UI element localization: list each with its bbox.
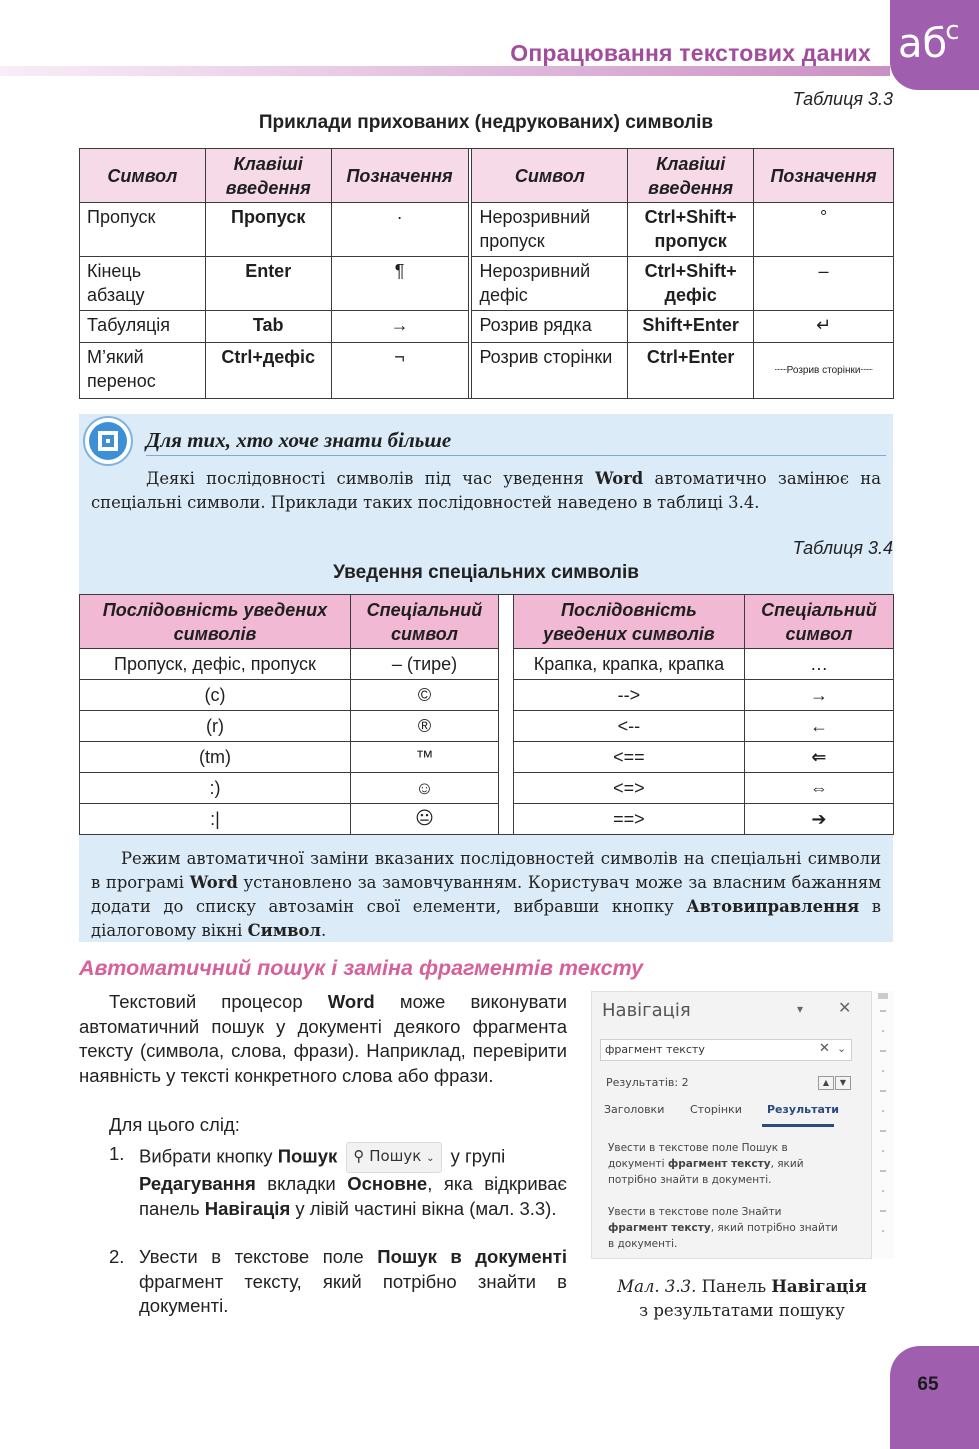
step-1-line-2: Редагування вкладки Основне, яка відкриває панель Навігація у лівій частині вікна (мал. 3.3). [139,1173,568,1219]
th-symbol: Символ [80,149,206,203]
info-paragraph-2: Режим автоматичної заміни вказаних послідовностей символів на спеціальні символи в програмі Word установлено за замовчуванням. Користувач може за власним бажанням додати до списку автозамін свої елементи, вибравши кнопку Автовиправлення в діалоговому вікні Символ. [91,849,881,940]
previous-result-icon[interactable]: ▲ [818,1076,834,1090]
th-symbol: Символ [472,149,628,203]
section-heading: Автоматичний пошук і заміна фрагментів тексту [79,956,644,980]
chapter-logo: $аб^с$ [898,16,960,67]
next-result-icon[interactable]: ▼ [835,1076,851,1090]
page-number-tab [890,1346,979,1449]
chevron-down-icon: ⌄ [426,1153,435,1164]
tab-headings[interactable]: Заголовки [604,1103,665,1116]
nav-title: Навігація [602,1000,691,1021]
search-icon: ⚲ [353,1147,365,1165]
table-3-4-caption: Таблиця 3.4 [792,538,893,558]
vertical-ruler [871,991,894,1259]
table-row: (c) © --> → [80,680,894,711]
header-rule [0,66,890,76]
search-dropdown-icon[interactable]: ⌄ [837,1042,847,1055]
table-row: Пропуск, дефіс, пропуск – (тире) Крапка, крапка, крапка … [80,649,894,680]
tab-results[interactable]: Результати [767,1103,839,1116]
nav-results-count: Результатів: 2 [606,1076,689,1089]
table-row: Кінець абзацу Enter ¶ Нерозривний дефіс Ctrl+Shift+ дефіс – [80,257,894,311]
table-row: М’який перенос Ctrl+дефіс ¬ Розрив сторінки Ctrl+Enter ┈┈Розрив сторінки┈┈ [80,343,894,399]
active-tab-indicator [762,1124,834,1127]
info-box-rule [146,455,886,456]
table-3-3-title: Приклади прихованих (недрукованих) символів [258,112,714,133]
nav-options-icon[interactable]: ▾ [797,1002,804,1016]
info-box-title: Для тих, хто хоче знати більше [146,428,452,452]
th-keys: Клавіші введення [205,149,331,203]
table-row: (r) ® <-- ← [80,711,894,742]
section-paragraph-2: Для цього слід: [109,1114,240,1135]
table-row: Пропуск Пропуск · Нерозривний пропуск Ctrl+Shift+ пропуск ° [80,203,894,257]
table-row: Табуляція Tab → Розрив рядка Shift+Enter ↵ [80,311,894,343]
step-1-line-1: Вибрати кнопку Пошук ⚲ Пошук ⌄ у групі [139,1142,567,1173]
figure-caption: Мал. 3.3. Панель Навігація з результатами пошуку [617,1277,867,1320]
tab-pages[interactable]: Сторінки [690,1103,742,1116]
page-number: 65 [917,1374,939,1395]
th-mark: Позначення [754,149,894,203]
step-2-text: Увести в текстове поле Пошук в документі фрагмент тексту, який потрібно знайти в документі. [139,1246,567,1316]
chapter-title: Опрацювання текстових даних [510,40,871,66]
table-3-3 [79,148,894,399]
search-button-image: ⚲ Пошук ⌄ [346,1142,441,1173]
table-3-4-title: Уведення спеціальних символів [333,562,639,583]
clear-search-icon[interactable]: ✕ [819,1041,830,1056]
th-keys: Клавіші введення [628,149,754,203]
th-mark: Позначення [331,149,468,203]
table-row: :| 😐 ==> ➔ [80,804,894,835]
nav-search-input[interactable]: фрагмент тексту ✕ ⌄ [600,1039,852,1061]
step-2-number: 2. [109,1246,125,1267]
info-paragraph-1: Деякі послідовності символів під час уведення Word автоматично замінює на спеціальні символи. Приклади таких послідовностей наведено в таблиці 3.4. [91,469,882,512]
section-paragraph-1: Текстовий процесор Word може виконувати автоматичний пошук у документі деякого фрагмента тексту (символа, слова, фрази). Наприклад, перевірити наявність у тексті конкретного слова або фрази. [79,991,567,1086]
step-1-number: 1. [109,1143,125,1164]
table-row: (tm) ™ <== ⇐ [80,742,894,773]
nav-result-item[interactable]: Увести в текстове поле Знайти фрагмент тексту, який потрібно знайти в документі. [608,1206,838,1250]
table-row: :) ☺ <=> ⇔ [80,773,894,804]
navigation-panel [591,991,893,1259]
nav-result-item[interactable]: Увести в текстове поле Пошук в документі фрагмент тексту, який потрібно знайти в документі. [608,1142,804,1186]
page-break-mark: ┈┈Розрив сторінки┈┈ [754,343,894,399]
table-3-3-caption: Таблиця 3.3 [792,89,893,109]
info-box-icon [83,416,133,466]
close-icon[interactable]: ✕ [838,998,852,1017]
table-3-4: Послідовність уведених символів Спеціальний символ Послідовність уведених символів Спеціальний символ Пропуск, дефіс, пропуск – (тире) Крапка, крапка, крапка … (c) © --> → (r) ® <-- ← (tm) ™ <== ⇐ :) ☺ <=> ⇔ :| 😐 ==> ➔ [79,594,894,835]
